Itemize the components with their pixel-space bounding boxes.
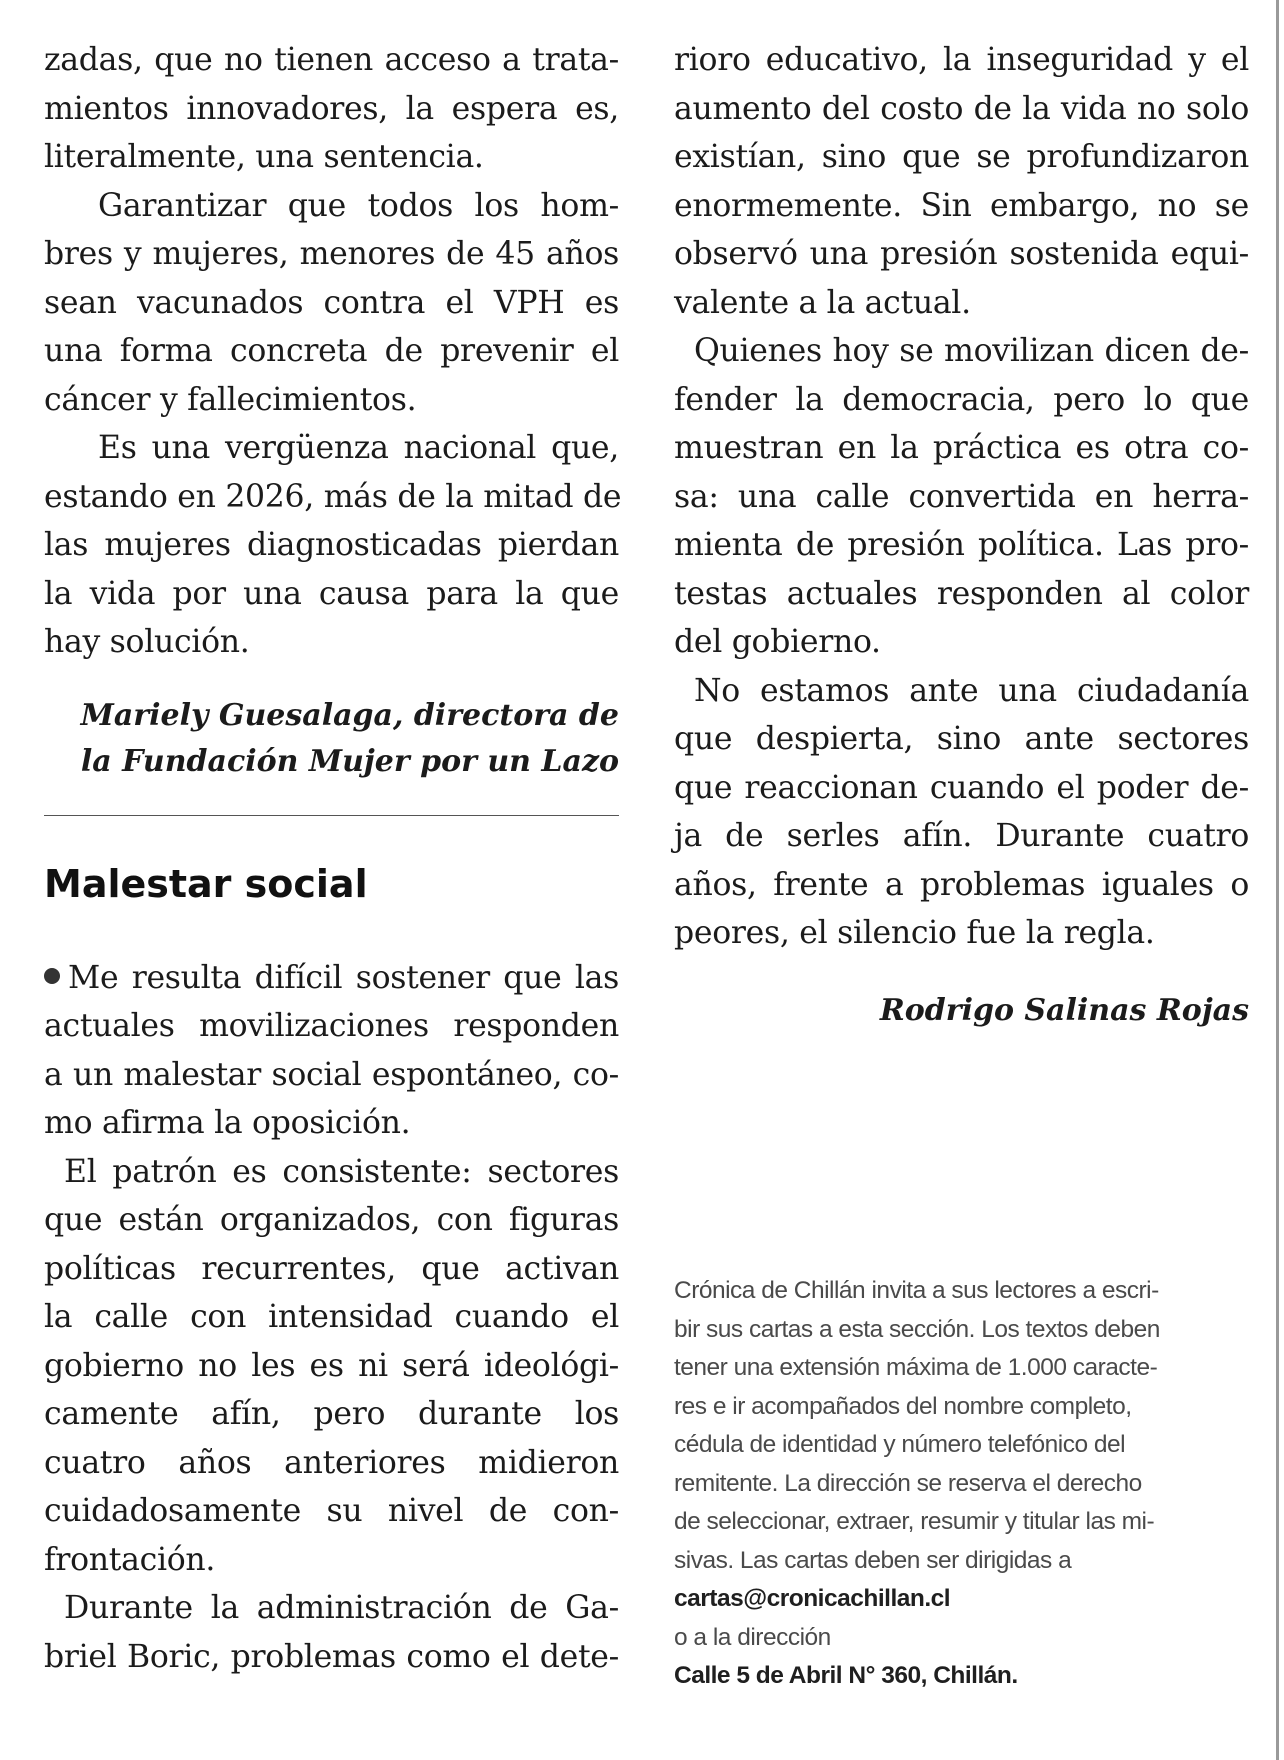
section-divider (44, 815, 619, 816)
paragraph-boric (44, 1584, 619, 1681)
note-line: cédula de identidad y número telefónico del (674, 1431, 1126, 1458)
right-column (674, 36, 1249, 1034)
note-line: tener una extensión máxima de 1.000 caracte- (674, 1354, 1158, 1381)
text-line: muestran en la práctica es otra co- (674, 430, 1249, 466)
text-line: literalmente, una sentencia. (44, 139, 484, 175)
text-line: mienta de presión política. Las pro- (674, 527, 1249, 563)
text-line: mientos innovadores, la espera es, (44, 90, 619, 127)
text-line: No estamos ante una ciudadanía (694, 672, 1249, 709)
text-line: actuales movilizaciones responden (44, 1008, 619, 1044)
note-line: o a la dirección (674, 1623, 831, 1651)
paragraph-continuation (44, 36, 619, 182)
text-line: Quienes hoy se movilizan dicen de- (694, 333, 1249, 369)
signature-line: Mariely Guesalaga, directora de (80, 697, 619, 733)
note-line: res e ir acompañados del nombre completo, (674, 1392, 1132, 1420)
text-line: valente a la actual. (674, 284, 971, 321)
paragraph-patron (44, 1148, 619, 1585)
paragraph-verguenza (44, 424, 622, 667)
text-line: las mujeres diagnosticadas pierdan (44, 527, 619, 563)
text-line: peores, el silencio fue la regla. (674, 915, 1155, 951)
text-line: El patrón es consistente: sectores (64, 1153, 619, 1190)
text-line: Es una vergüenza nacional que, (98, 430, 619, 466)
text-line: una forma concreta de prevenir el (44, 333, 619, 369)
text-line: camente afín, pero durante los (44, 1396, 619, 1432)
text-line: cuatro años anteriores midieron (44, 1444, 619, 1481)
text-line: testas actuales responden al color (674, 575, 1249, 612)
text-line (44, 954, 619, 1003)
text-line: observó una presión sostenida equi- (674, 236, 1249, 272)
text-line: ja de serles afín. Durante cuatro (674, 818, 1249, 854)
text-line: políticas recurrentes, que activan (44, 1250, 619, 1287)
text-span: Me resulta difícil sostener que las (68, 959, 619, 996)
text-line: bres y mujeres, menores de 45 años (44, 236, 619, 272)
text-line: rioro educativo, la inseguridad y el (674, 42, 1249, 78)
note-line: sivas. Las cartas deben ser dirigidas a (674, 1546, 1072, 1574)
text-line: hay solución. (44, 624, 250, 660)
text-line: que están organizados, con figuras (44, 1202, 619, 1238)
text-line: la vida por una causa para la que (44, 575, 619, 612)
text-line: la calle con intensidad cuando el (44, 1299, 619, 1335)
text-line: mo afirma la oposición. (44, 1105, 411, 1141)
text-line: que reaccionan cuando el poder de- (674, 769, 1249, 806)
note-line: de seleccionar, extraer, resumir y titular las mi- (674, 1508, 1155, 1535)
text-line: a un malestar social espontáneo, co- (44, 1056, 619, 1093)
text-line: existían, sino que se profundizaron (674, 139, 1249, 175)
bullet-icon (44, 968, 60, 984)
text-line: sa: una calle convertida en herra- (674, 478, 1249, 515)
text-line: estando en 2026, más de la mitad de (44, 478, 622, 515)
text-line: zadas, que no tienen acceso a trata- (44, 42, 619, 78)
paragraph-ciudadania (674, 667, 1249, 958)
section-heading: Malestar social (44, 861, 368, 906)
text-line: Garantizar que todos los hom- (98, 187, 619, 224)
postal-address: Calle 5 de Abril N° 360, Chillán. (674, 1662, 1018, 1689)
signature-line: la Fundación Mujer por un Lazo (80, 743, 619, 779)
note-line: bir sus cartas a esta sección. Los textos deben (674, 1315, 1160, 1343)
text-line: del gobierno. (674, 624, 881, 660)
letter-signature (44, 693, 619, 785)
text-line: cuidadosamente su nivel de con- (44, 1493, 619, 1529)
text-line: frontación. (44, 1541, 216, 1578)
text-line: enormemente. Sin embargo, no se (674, 187, 1249, 224)
page-edge (1276, 0, 1279, 1760)
text-line: aumento del costo de la vida no solo (674, 90, 1249, 127)
text-line: años, frente a problemas iguales o (674, 866, 1249, 903)
letter-signature: Rodrigo Salinas Rojas (879, 992, 1249, 1028)
text-line: gobierno no les es ni será ideológi- (44, 1347, 619, 1384)
paragraph-quienes (674, 327, 1249, 667)
left-column (44, 36, 622, 1681)
text-line: sean vacunados contra el VPH es (44, 284, 619, 321)
paragraph-deterioro (674, 36, 1249, 327)
note-line: remitente. La dirección se reserva el derecho (674, 1469, 1142, 1497)
paragraph-vph (44, 182, 619, 425)
editorial-note (674, 1272, 1234, 1696)
text-line: briel Boric, problemas como el dete- (44, 1638, 619, 1675)
text-line: que despierta, sino ante sectores (674, 721, 1249, 757)
email-link[interactable]: cartas@cronicachillan.cl (674, 1585, 951, 1612)
text-line: Durante la administración de Ga- (64, 1590, 619, 1626)
paragraph-intro (44, 954, 619, 1148)
note-line: Crónica de Chillán invita a sus lectores a escri- (674, 1277, 1159, 1304)
text-line: fender la democracia, pero lo que (674, 381, 1249, 418)
text-line: cáncer y fallecimientos. (44, 381, 417, 418)
